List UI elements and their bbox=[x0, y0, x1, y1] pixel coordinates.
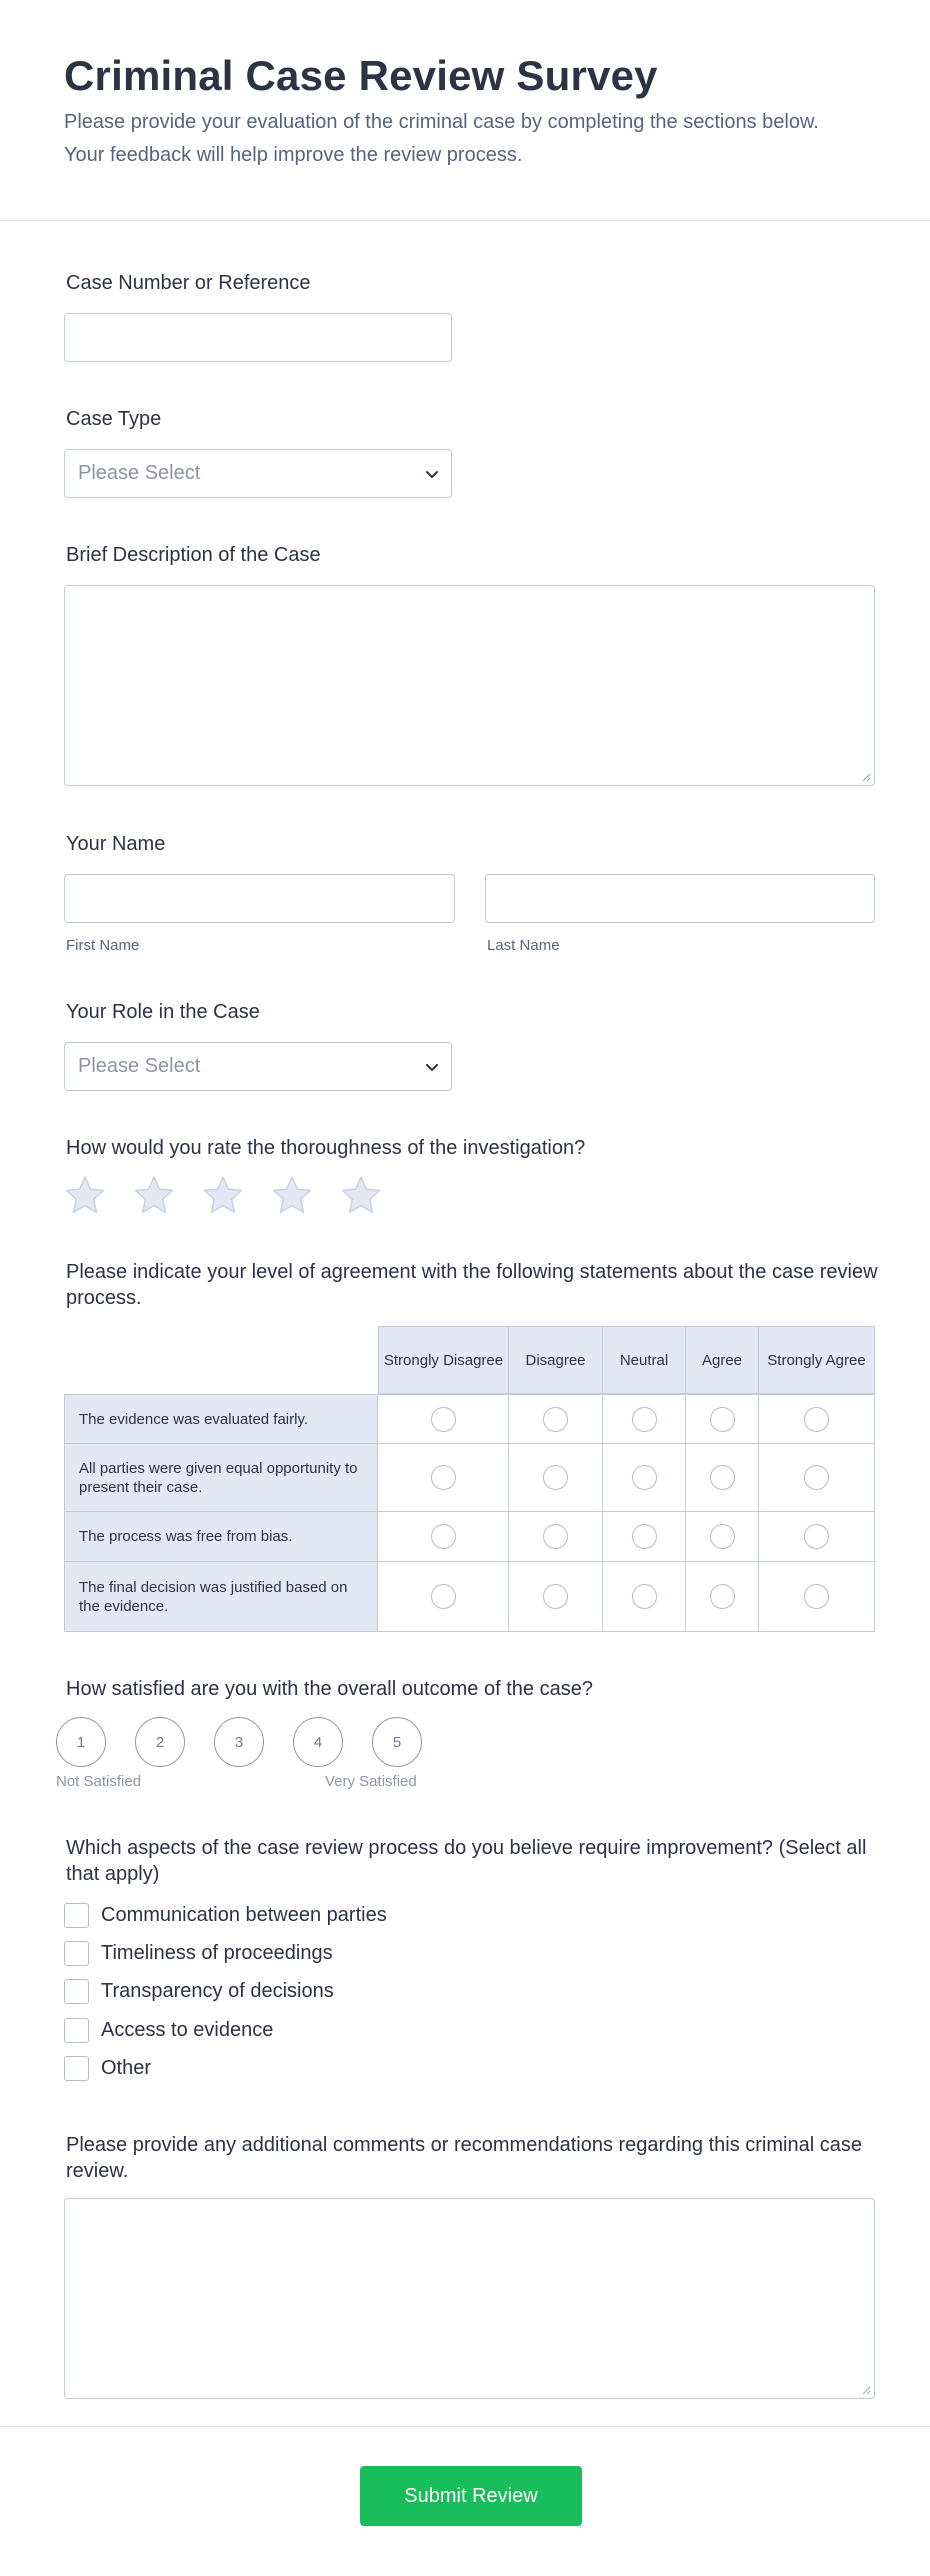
matrix-cell bbox=[378, 1512, 509, 1562]
comments-textarea[interactable] bbox=[64, 2198, 875, 2399]
last-name-input[interactable] bbox=[485, 874, 875, 923]
case-type-label: Case Type bbox=[66, 408, 162, 430]
matrix-radio[interactable] bbox=[632, 1524, 657, 1549]
checkbox[interactable] bbox=[64, 1941, 89, 1966]
resize-grip-icon[interactable] bbox=[861, 772, 871, 782]
checkbox-label[interactable]: Timeliness of proceedings bbox=[101, 1942, 333, 1964]
star-icon[interactable] bbox=[202, 1174, 244, 1216]
matrix-label: Please indicate your level of agreement with the following statements about the case review process. bbox=[66, 1261, 878, 1309]
matrix-radio[interactable] bbox=[804, 1465, 829, 1490]
case-type-select[interactable] bbox=[64, 449, 452, 498]
matrix-cell bbox=[759, 1562, 875, 1632]
matrix-radio[interactable] bbox=[710, 1465, 735, 1490]
scale-option-1[interactable]: 1 bbox=[56, 1717, 106, 1767]
star-icon[interactable] bbox=[271, 1174, 313, 1216]
matrix-radio[interactable] bbox=[431, 1524, 456, 1549]
first-name-sublabel: First Name bbox=[66, 937, 140, 954]
role-placeholder: Please Select bbox=[78, 1055, 201, 1077]
case-type-placeholder: Please Select bbox=[78, 462, 201, 484]
scale-option-4[interactable]: 4 bbox=[293, 1717, 343, 1767]
submit-button[interactable]: Submit Review bbox=[360, 2466, 582, 2526]
matrix-row-label: All parties were given equal opportunity to present their case. bbox=[64, 1444, 378, 1512]
matrix-cell bbox=[603, 1395, 686, 1444]
matrix-cell bbox=[378, 1562, 509, 1632]
matrix-cell bbox=[603, 1512, 686, 1562]
matrix-cell bbox=[509, 1444, 603, 1512]
agreement-matrix bbox=[64, 1326, 875, 1632]
matrix-radio[interactable] bbox=[804, 1524, 829, 1549]
matrix-radio[interactable] bbox=[543, 1465, 568, 1490]
matrix-column-header: Agree bbox=[686, 1326, 759, 1394]
matrix-radio[interactable] bbox=[431, 1465, 456, 1490]
matrix-cell bbox=[686, 1444, 759, 1512]
last-name-sublabel: Last Name bbox=[487, 937, 560, 954]
matrix-row-label: The process was free from bias. bbox=[64, 1512, 378, 1562]
name-label: Your Name bbox=[66, 833, 166, 855]
matrix-radio[interactable] bbox=[632, 1465, 657, 1490]
chevron-down-icon bbox=[423, 465, 441, 483]
matrix-radio[interactable] bbox=[431, 1584, 456, 1609]
matrix-radio[interactable] bbox=[710, 1407, 735, 1432]
matrix-row-label: The evidence was evaluated fairly. bbox=[64, 1395, 378, 1444]
matrix-cell bbox=[509, 1562, 603, 1632]
matrix-radio[interactable] bbox=[543, 1584, 568, 1609]
matrix-column-header: Strongly Disagree bbox=[378, 1326, 509, 1394]
matrix-cell bbox=[378, 1444, 509, 1512]
matrix-row bbox=[64, 1444, 875, 1512]
checkbox[interactable] bbox=[64, 1979, 89, 2004]
matrix-row bbox=[64, 1512, 875, 1562]
matrix-radio[interactable] bbox=[543, 1407, 568, 1432]
satisfaction-label: How satisfied are you with the overall outcome of the case? bbox=[66, 1678, 593, 1700]
case-number-label: Case Number or Reference bbox=[66, 272, 311, 294]
matrix-column-header: Neutral bbox=[603, 1326, 686, 1394]
comments-label: Please provide any additional comments or recommendations regarding this criminal case review. bbox=[66, 2134, 862, 2182]
star-icon[interactable] bbox=[340, 1174, 382, 1216]
case-number-input[interactable] bbox=[64, 313, 452, 362]
matrix-cell bbox=[378, 1395, 509, 1444]
first-name-input[interactable] bbox=[64, 874, 455, 923]
checkbox-label[interactable]: Transparency of decisions bbox=[101, 1980, 334, 2002]
matrix-column-header: Strongly Agree bbox=[759, 1326, 875, 1394]
page-subtitle: Please provide your evaluation of the criminal case by completing the sections below. Your feedback will help improve the review process. bbox=[64, 111, 819, 166]
matrix-cell bbox=[686, 1512, 759, 1562]
matrix-row bbox=[64, 1562, 875, 1632]
matrix-cell bbox=[509, 1512, 603, 1562]
checkbox-label[interactable]: Communication between parties bbox=[101, 1904, 387, 1926]
matrix-row-label: The final decision was justified based on the evidence. bbox=[64, 1562, 378, 1632]
description-textarea[interactable] bbox=[64, 585, 875, 786]
matrix-radio[interactable] bbox=[431, 1407, 456, 1432]
footer-divider bbox=[0, 2426, 930, 2427]
role-select[interactable] bbox=[64, 1042, 452, 1091]
checkbox-label[interactable]: Other bbox=[101, 2057, 152, 2079]
scale-option-2[interactable]: 2 bbox=[135, 1717, 185, 1767]
scale-option-3[interactable]: 3 bbox=[214, 1717, 264, 1767]
matrix-cell bbox=[759, 1512, 875, 1562]
matrix-radio[interactable] bbox=[710, 1584, 735, 1609]
matrix-radio[interactable] bbox=[543, 1524, 568, 1549]
matrix-cell bbox=[603, 1444, 686, 1512]
matrix-cell bbox=[759, 1395, 875, 1444]
chevron-down-icon bbox=[423, 1058, 441, 1076]
checkbox[interactable] bbox=[64, 2018, 89, 2043]
scale-low-label: Not Satisfied bbox=[56, 1773, 142, 1790]
rating-label: How would you rate the thoroughness of the investigation? bbox=[66, 1137, 586, 1159]
scale-high-label: Very Satisfied bbox=[325, 1773, 417, 1790]
matrix-radio[interactable] bbox=[804, 1584, 829, 1609]
matrix-cell bbox=[603, 1562, 686, 1632]
description-label: Brief Description of the Case bbox=[66, 544, 321, 566]
matrix-cell bbox=[686, 1395, 759, 1444]
matrix-cell bbox=[759, 1444, 875, 1512]
checkbox[interactable] bbox=[64, 1903, 89, 1928]
improvement-label: Which aspects of the case review process do you believe require improvement? (Select all that apply) bbox=[66, 1837, 867, 1885]
form-header bbox=[0, 0, 930, 221]
role-label: Your Role in the Case bbox=[66, 1001, 260, 1023]
resize-grip-icon[interactable] bbox=[861, 2385, 871, 2395]
matrix-radio[interactable] bbox=[710, 1524, 735, 1549]
matrix-radio[interactable] bbox=[632, 1407, 657, 1432]
checkbox-label[interactable]: Access to evidence bbox=[101, 2019, 274, 2041]
checkbox[interactable] bbox=[64, 2056, 89, 2081]
matrix-radio[interactable] bbox=[804, 1407, 829, 1432]
star-icon[interactable] bbox=[133, 1174, 175, 1216]
star-icon[interactable] bbox=[64, 1174, 106, 1216]
page-title: Criminal Case Review Survey bbox=[64, 52, 658, 99]
scale-option-5[interactable]: 5 bbox=[372, 1717, 422, 1767]
matrix-row bbox=[64, 1394, 875, 1444]
matrix-column-header: Disagree bbox=[509, 1326, 603, 1394]
matrix-radio[interactable] bbox=[632, 1584, 657, 1609]
matrix-cell bbox=[686, 1562, 759, 1632]
matrix-cell bbox=[509, 1395, 603, 1444]
